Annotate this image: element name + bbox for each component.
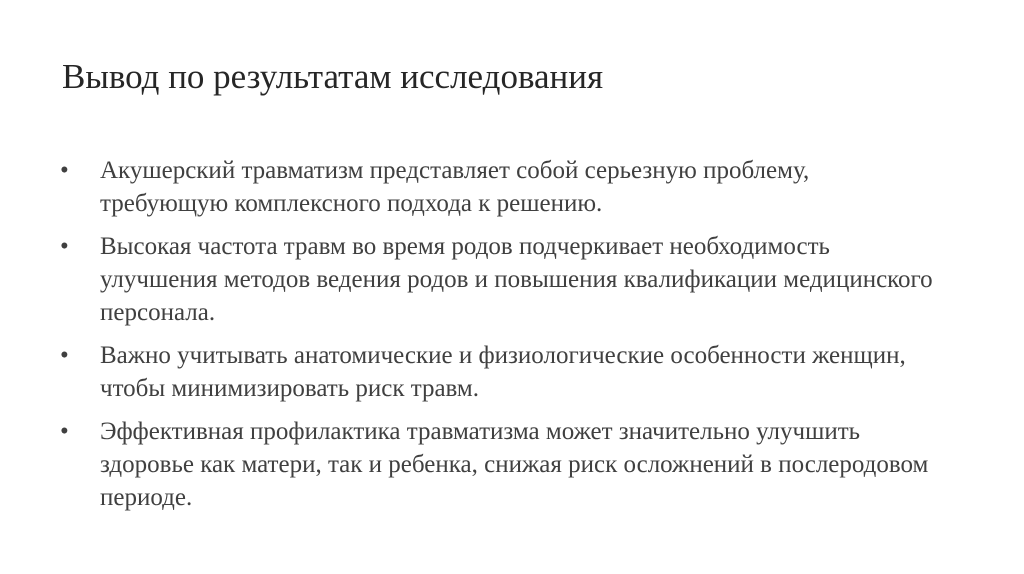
bullet-list — [60, 154, 940, 524]
bullet-item — [60, 230, 940, 329]
bullet-text: Важно учитывать анатомические и физиологические особенности женщин, чтобы минимизировать риск травм. — [100, 342, 906, 402]
bullet-marker: • — [60, 418, 69, 445]
bullet-item — [60, 154, 940, 220]
bullet-text: Акушерский травматизм представляет собой серьезную проблему, требующую комплексного подхода к решению. — [100, 157, 810, 217]
bullet-marker: • — [60, 342, 69, 369]
bullet-text: Эффективная профилактика травматизма может значительно улучшить здоровье как матери, так и ребенка, снижая риск осложнений в послеродовом периоде. — [100, 418, 929, 511]
slide-title: Вывод по результатам исследования — [62, 57, 604, 96]
bullet-marker: • — [60, 233, 69, 260]
bullet-text: Высокая частота травм во время родов подчеркивает необходимость улучшения методов ведения родов и повышения квалификации медицинского персонала. — [100, 233, 933, 326]
bullet-item — [60, 339, 940, 405]
bullet-marker: • — [60, 157, 69, 184]
bullet-item — [60, 415, 940, 514]
